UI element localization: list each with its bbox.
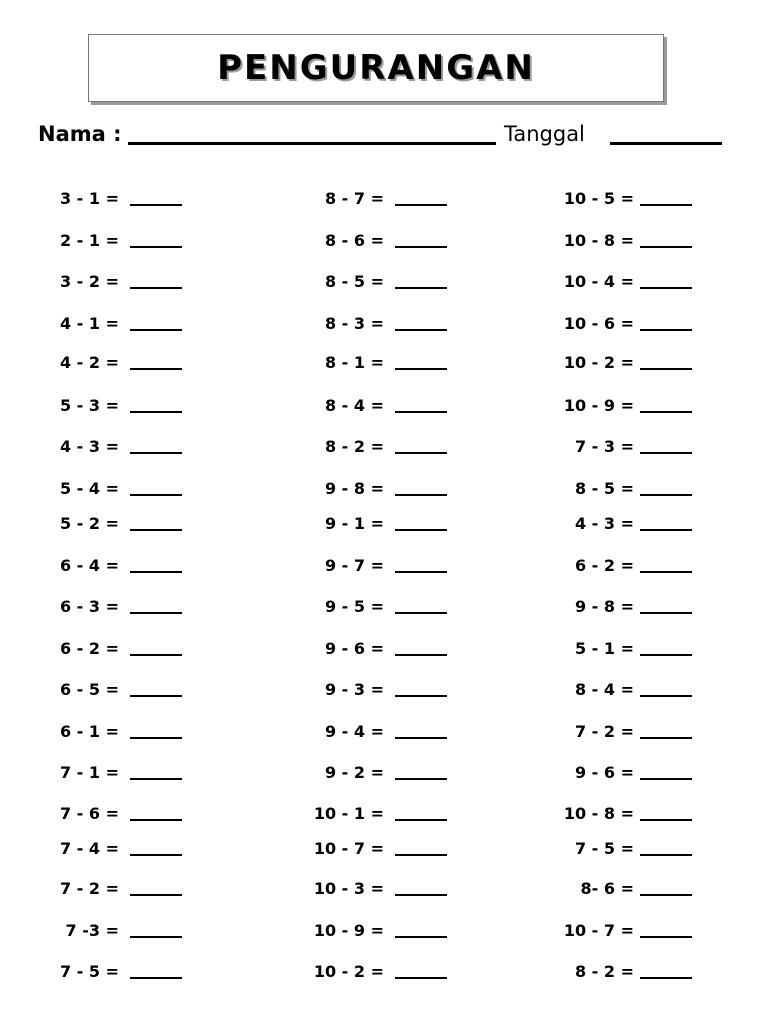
problem-expression: 10 - 2 =	[563, 353, 634, 372]
title-banner	[88, 34, 664, 102]
problem-expression: 4 - 3 =	[59, 437, 119, 456]
problem-item	[0, 395, 768, 419]
answer-blank[interactable]	[640, 654, 692, 656]
answer-blank[interactable]	[640, 854, 692, 856]
answer-blank[interactable]	[640, 329, 692, 331]
problem-expression: 5 - 1 =	[574, 639, 634, 658]
name-label: Nama :	[38, 122, 122, 146]
problem-expression: 10 - 9 =	[313, 921, 384, 940]
problem-expression: 2 - 1 =	[59, 231, 119, 250]
problem-expression: 9 - 5 =	[324, 597, 384, 616]
problem-expression: 8 - 4 =	[324, 396, 384, 415]
problem-expression: 10 - 3 =	[313, 879, 384, 898]
problem-expression: 8 - 7 =	[324, 189, 384, 208]
problem-expression: 10 - 6 =	[563, 314, 634, 333]
answer-blank[interactable]	[640, 819, 692, 821]
problem-expression: 10 - 8 =	[563, 804, 634, 823]
problem-expression: 9 - 6 =	[324, 639, 384, 658]
answer-blank[interactable]	[640, 936, 692, 938]
date-label: Tanggal	[504, 122, 585, 146]
problem-item	[0, 478, 768, 502]
problem-item	[0, 436, 768, 460]
problem-item	[0, 961, 768, 985]
answer-blank[interactable]	[640, 529, 692, 531]
problem-item	[0, 721, 768, 745]
problem-expression: 10 - 7 =	[313, 839, 384, 858]
problem-expression: 8 - 2 =	[574, 962, 634, 981]
problem-expression: 7 - 1 =	[59, 763, 119, 782]
problem-expression: 8 - 6 =	[324, 231, 384, 250]
problem-expression: 6 - 4 =	[59, 556, 119, 575]
problem-expression: 10 - 8 =	[563, 231, 634, 250]
problem-expression: 10 - 5 =	[563, 189, 634, 208]
answer-blank[interactable]	[640, 368, 692, 370]
problem-expression: 8 - 1 =	[324, 353, 384, 372]
problem-expression: 6 - 2 =	[574, 556, 634, 575]
name-field[interactable]	[128, 142, 496, 145]
answer-blank[interactable]	[640, 287, 692, 289]
problem-expression: 9 - 7 =	[324, 556, 384, 575]
problem-expression: 8 - 2 =	[324, 437, 384, 456]
problem-expression: 4 - 3 =	[574, 514, 634, 533]
problem-expression: 6 - 2 =	[59, 639, 119, 658]
problem-item	[0, 679, 768, 703]
problem-item	[0, 352, 768, 376]
answer-blank[interactable]	[640, 695, 692, 697]
problem-expression: 6 - 1 =	[59, 722, 119, 741]
problem-item	[0, 555, 768, 579]
problem-expression: 8 - 4 =	[574, 680, 634, 699]
problem-expression: 9 - 4 =	[324, 722, 384, 741]
problem-expression: 5 - 4 =	[59, 479, 119, 498]
problem-expression: 9 - 1 =	[324, 514, 384, 533]
worksheet-title: PENGURANGAN	[217, 48, 535, 88]
problem-expression: 9 - 8 =	[324, 479, 384, 498]
answer-blank[interactable]	[640, 204, 692, 206]
answer-blank[interactable]	[640, 246, 692, 248]
problem-expression: 7 - 4 =	[59, 839, 119, 858]
problem-expression: 10 - 4 =	[563, 272, 634, 291]
problem-item	[0, 188, 768, 212]
problem-item	[0, 920, 768, 944]
problem-expression: 9 - 6 =	[574, 763, 634, 782]
answer-blank[interactable]	[640, 977, 692, 979]
answer-blank[interactable]	[640, 571, 692, 573]
problem-item	[0, 313, 768, 337]
problem-expression: 10 - 9 =	[563, 396, 634, 415]
problem-expression: 8 - 5 =	[574, 479, 634, 498]
student-info-row	[38, 118, 728, 150]
problem-expression: 4 - 2 =	[59, 353, 119, 372]
problem-expression: 9 - 2 =	[324, 763, 384, 782]
answer-blank[interactable]	[640, 612, 692, 614]
date-field[interactable]	[610, 142, 722, 145]
problem-expression: 6 - 3 =	[59, 597, 119, 616]
problem-expression: 8 - 5 =	[324, 272, 384, 291]
problem-expression: 7 - 3 =	[574, 437, 634, 456]
problem-expression: 5 - 3 =	[59, 396, 119, 415]
answer-blank[interactable]	[640, 411, 692, 413]
problem-expression: 8- 6 =	[580, 879, 634, 898]
answer-blank[interactable]	[640, 778, 692, 780]
problem-expression: 4 - 1 =	[59, 314, 119, 333]
problem-expression: 7 -3 =	[65, 921, 119, 940]
problem-expression: 10 - 2 =	[313, 962, 384, 981]
problem-expression: 6 - 5 =	[59, 680, 119, 699]
answer-blank[interactable]	[640, 494, 692, 496]
problem-expression: 8 - 3 =	[324, 314, 384, 333]
problem-expression: 7 - 2 =	[59, 879, 119, 898]
answer-blank[interactable]	[640, 737, 692, 739]
problem-item	[0, 638, 768, 662]
problem-expression: 5 - 2 =	[59, 514, 119, 533]
problem-expression: 7 - 2 =	[574, 722, 634, 741]
problem-item	[0, 596, 768, 620]
problem-expression: 3 - 1 =	[59, 189, 119, 208]
problem-item	[0, 878, 768, 902]
answer-blank[interactable]	[640, 452, 692, 454]
problem-item	[0, 230, 768, 254]
problem-item	[0, 838, 768, 862]
problem-expression: 7 - 5 =	[574, 839, 634, 858]
problem-expression: 3 - 2 =	[59, 272, 119, 291]
problem-expression: 7 - 6 =	[59, 804, 119, 823]
problem-expression: 10 - 7 =	[563, 921, 634, 940]
problem-item	[0, 271, 768, 295]
problem-expression: 9 - 8 =	[574, 597, 634, 616]
problem-expression: 7 - 5 =	[59, 962, 119, 981]
problem-item	[0, 803, 768, 827]
answer-blank[interactable]	[640, 894, 692, 896]
problem-expression: 9 - 3 =	[324, 680, 384, 699]
problem-expression: 10 - 1 =	[313, 804, 384, 823]
problem-item	[0, 513, 768, 537]
problem-item	[0, 762, 768, 786]
